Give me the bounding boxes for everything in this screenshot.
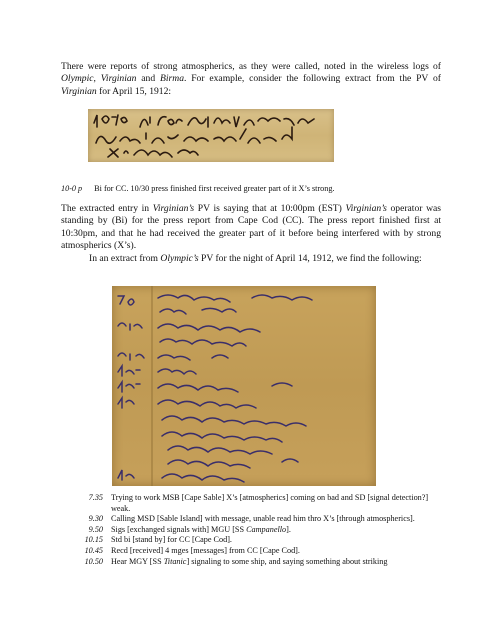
log-row: 10.50 Hear MGY [SS Titanic] signaling to some ship, and saying something about striking — [84, 556, 388, 566]
handwriting-scan — [88, 109, 334, 162]
handwriting-scan — [112, 286, 376, 486]
log-row: 9.50 Sigs [exchanged signals with] MGU [SS Campanello]. — [88, 524, 291, 534]
ship-name: Birma — [160, 73, 184, 85]
log-transcript — [61, 493, 441, 567]
log-row: 9.30 Calling MSD [Sable Island] with message, unable read him thro X’s [through atmospherics]. — [88, 514, 415, 524]
caption-time: 10-0 p — [61, 184, 83, 193]
log-row: 10.45 Recd [received] 4 mges [messages] from CC [Cape Cod]. — [84, 545, 300, 555]
intro-paragraph: There were reports of strong atmospherics, as they were called, noted in the wireless logs of Olympic, Virginian and Birma. For example, consider the following extract from the PV of Virginian for April 15, 1912: — [61, 61, 442, 97]
caption-text: Bi for CC. 10/30 press finished first received greater part of it X’s strong. — [94, 184, 335, 193]
log-row: 7.35 Trying to work MSB [Cape Sable] X’s [atmospherics] coming on bad and SD [signal detection?] weak. — [88, 493, 429, 513]
image-caption — [61, 184, 461, 194]
explanation-paragraph: The extracted entry in Virginian’s PV is saying that at 10:00pm (EST) Virginian’s operator was standing by (Bi) for the press report from Cape Cod (CC). The press report finished first at 10:30pm, and that he had received the greater part of it before being interfered with by strong atmospherics (X’s). In an extract from Olympic’s PV for the night of April 14, 1912, we find the following: — [61, 203, 441, 264]
virginian-log-image — [88, 109, 334, 162]
olympic-log-image — [112, 286, 376, 486]
ship-name: Virginian — [61, 85, 97, 97]
ship-name: Virginian — [100, 73, 137, 85]
ship-name: Olympic — [61, 73, 94, 85]
log-row: 10.15 Std bi [stand by] for CC [Cape Cod]. — [84, 535, 232, 545]
